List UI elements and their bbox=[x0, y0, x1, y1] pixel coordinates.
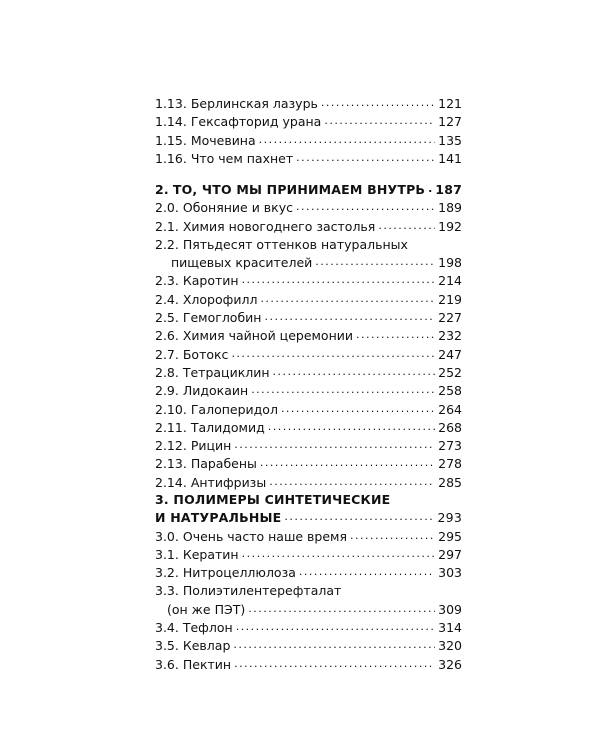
entry-page: 141 bbox=[438, 150, 462, 166]
toc-entry bbox=[155, 218, 462, 236]
leader-dots bbox=[264, 312, 435, 322]
leader-dots bbox=[242, 549, 436, 559]
entry-title: Химия новогоднего застолья bbox=[182, 218, 376, 234]
leader-dots bbox=[324, 116, 435, 126]
toc-entry bbox=[155, 291, 462, 309]
entry-number: 3.5. bbox=[155, 638, 179, 654]
entry-title: Антифризы bbox=[190, 474, 267, 490]
entry-number: 2.3. bbox=[155, 273, 179, 289]
leader-dots bbox=[315, 257, 435, 267]
chapter-title-line-1: ПОЛИМЕРЫ СИНТЕТИЧЕСКИЕ bbox=[173, 492, 391, 507]
entry-number: 1.16. bbox=[155, 150, 187, 166]
entry-page: 198 bbox=[438, 255, 462, 271]
toc-entry bbox=[155, 327, 462, 345]
entry-page: 252 bbox=[438, 364, 462, 380]
chapter-heading bbox=[155, 181, 462, 199]
entry-title: Обоняние и вкус bbox=[182, 200, 293, 216]
toc-entry bbox=[155, 546, 462, 564]
entry-number: 2.8. bbox=[155, 364, 179, 380]
leader-dots bbox=[269, 477, 435, 487]
entry-number: 2.4. bbox=[155, 291, 179, 307]
leader-dots bbox=[260, 294, 435, 304]
toc-entry bbox=[155, 132, 462, 150]
entry-page: 227 bbox=[438, 310, 462, 326]
entry-title: Кератин bbox=[182, 546, 239, 562]
entry-page: 247 bbox=[438, 346, 462, 362]
entry-title: Гемоглобин bbox=[182, 310, 262, 326]
leader-dots bbox=[350, 531, 435, 541]
entry-number: 1.15. bbox=[155, 132, 187, 148]
entry-title-line-2: пищевых красителей bbox=[171, 255, 313, 271]
entry-page: 297 bbox=[438, 546, 462, 562]
entry-page: 127 bbox=[438, 114, 462, 130]
entry-title: Кевлар bbox=[182, 638, 231, 654]
entry-title: Лидокаин bbox=[182, 383, 249, 399]
leader-dots bbox=[260, 458, 435, 468]
toc-entry bbox=[155, 656, 462, 674]
entry-number: 2.6. bbox=[155, 328, 179, 344]
entry-page: 326 bbox=[438, 656, 462, 672]
toc-entry bbox=[155, 199, 462, 217]
entry-title: Хлорофилл bbox=[182, 291, 258, 307]
entry-number: 3.4. bbox=[155, 620, 179, 636]
chapter-line-2 bbox=[155, 509, 462, 527]
toc-entry bbox=[155, 272, 462, 290]
entry-number: 2.7. bbox=[155, 346, 179, 362]
entry-title-line-1: Полиэтилентерефталат bbox=[182, 583, 342, 599]
leader-dots bbox=[296, 202, 435, 212]
entry-title: Талидомид bbox=[190, 419, 265, 435]
entry-page: 192 bbox=[438, 218, 462, 234]
leader-dots bbox=[296, 153, 435, 163]
toc-entry bbox=[155, 382, 462, 400]
entry-title: Гексафторид урана bbox=[190, 114, 322, 130]
entry-number: 3.2. bbox=[155, 565, 179, 581]
entry-title: Мочевина bbox=[190, 132, 256, 148]
toc-block-1 bbox=[155, 95, 462, 168]
entry-title: Берлинская лазурь bbox=[190, 96, 318, 111]
entry-number: 2.2. bbox=[155, 236, 179, 252]
leader-dots bbox=[378, 221, 435, 231]
entry-title: Галоперидол bbox=[190, 401, 278, 417]
entry-title: Каротин bbox=[182, 273, 239, 289]
entry-number: 2.12. bbox=[155, 438, 187, 454]
entry-line-2 bbox=[155, 254, 462, 272]
toc-entry bbox=[155, 474, 462, 492]
entry-line-2 bbox=[155, 601, 462, 619]
chapter-line-1 bbox=[155, 491, 462, 509]
toc-entry bbox=[155, 637, 462, 655]
entry-page: 219 bbox=[438, 291, 462, 307]
entry-number: 3.3. bbox=[155, 583, 179, 599]
toc-entry bbox=[155, 150, 462, 168]
leader-dots bbox=[234, 440, 435, 450]
leader-dots bbox=[281, 404, 435, 414]
entry-line-1 bbox=[155, 236, 462, 254]
chapter-title-line-2: И НАТУРАЛЬНЫЕ bbox=[155, 510, 282, 526]
entry-number: 2.13. bbox=[155, 456, 187, 472]
leader-dots bbox=[284, 512, 434, 522]
toc-entry bbox=[155, 437, 462, 455]
entry-number: 2.0. bbox=[155, 200, 179, 216]
entry-page: 268 bbox=[438, 419, 462, 435]
entry-page: 189 bbox=[438, 200, 462, 216]
leader-dots bbox=[268, 422, 435, 432]
entry-number: 1.14. bbox=[155, 114, 187, 130]
entry-title: Тефлон bbox=[182, 620, 233, 636]
entry-number: 2.9. bbox=[155, 383, 179, 399]
chapter-number: 2. bbox=[155, 182, 169, 197]
chapter-title: ТО, ЧТО МЫ ПРИНИМАЕМ ВНУТРЬ bbox=[172, 182, 426, 197]
entry-number: 1.13. bbox=[155, 96, 187, 111]
toc-entry bbox=[155, 401, 462, 419]
entry-title-line-2: (он же ПЭТ) bbox=[167, 601, 246, 617]
entry-number: 3.0. bbox=[155, 528, 179, 544]
entry-page: 320 bbox=[438, 638, 462, 654]
toc-entry bbox=[155, 309, 462, 327]
leader-dots bbox=[273, 367, 436, 377]
entry-title-line-1: Пятьдесят оттенков натуральных bbox=[182, 236, 408, 252]
leader-dots bbox=[259, 135, 435, 145]
entry-number: 3.6. bbox=[155, 656, 179, 672]
entry-title: Нитроцеллюлоза bbox=[182, 565, 296, 581]
entry-title: Рицин bbox=[190, 438, 232, 454]
leader-dots bbox=[248, 604, 435, 614]
entry-number: 2.14. bbox=[155, 474, 187, 490]
leader-dots bbox=[233, 640, 435, 650]
chapter-number: 3. bbox=[155, 492, 169, 507]
entry-number: 2.11. bbox=[155, 419, 187, 435]
entry-number: 2.5. bbox=[155, 310, 179, 326]
leader-dots bbox=[356, 330, 435, 340]
entry-page: 303 bbox=[438, 565, 462, 581]
leader-dots bbox=[299, 567, 435, 577]
entry-page: 258 bbox=[438, 383, 462, 399]
toc-chapter-3 bbox=[155, 491, 462, 674]
toc-entry bbox=[155, 528, 462, 546]
leader-dots bbox=[251, 385, 435, 395]
entry-page: 314 bbox=[438, 620, 462, 636]
leader-dots bbox=[321, 98, 435, 108]
entry-page: 232 bbox=[438, 328, 462, 344]
entry-page: 273 bbox=[438, 438, 462, 454]
chapter-page: 293 bbox=[437, 510, 462, 526]
leader-dots bbox=[234, 659, 435, 669]
leader-dots bbox=[242, 275, 436, 285]
entry-title: Химия чайной церемонии bbox=[182, 328, 354, 344]
toc-chapter-2 bbox=[155, 181, 462, 492]
toc-entry bbox=[155, 619, 462, 637]
toc-entry bbox=[155, 455, 462, 473]
leader-dots bbox=[231, 349, 435, 359]
entry-title: Очень часто наше время bbox=[182, 528, 347, 544]
toc-entry-multiline bbox=[155, 582, 462, 619]
entry-line-1 bbox=[155, 582, 462, 600]
entry-number: 3.1. bbox=[155, 546, 179, 562]
toc-entry bbox=[155, 113, 462, 131]
toc-entry bbox=[155, 364, 462, 382]
entry-page: 264 bbox=[438, 401, 462, 417]
toc-entry bbox=[155, 95, 462, 113]
entry-page: 278 bbox=[438, 456, 462, 472]
entry-page: 309 bbox=[438, 601, 462, 617]
entry-page: 295 bbox=[438, 528, 462, 544]
entry-page: 214 bbox=[438, 273, 462, 289]
toc-entry bbox=[155, 419, 462, 437]
entry-number: 2.1. bbox=[155, 218, 179, 234]
entry-title: Что чем пахнет bbox=[190, 150, 294, 166]
chapter-page: 187 bbox=[435, 182, 462, 197]
entry-title: Тетрациклин bbox=[182, 364, 270, 380]
entry-page: 121 bbox=[438, 96, 462, 111]
chapter-heading bbox=[155, 491, 462, 528]
entry-page: 135 bbox=[438, 132, 462, 148]
leader-dots bbox=[236, 622, 435, 632]
entry-title: Парабены bbox=[190, 456, 257, 472]
entry-title: Пектин bbox=[182, 656, 232, 672]
toc-entry-multiline bbox=[155, 236, 462, 273]
entry-title: Ботокс bbox=[182, 346, 229, 362]
entry-number: 2.10. bbox=[155, 401, 187, 417]
toc-entry bbox=[155, 346, 462, 364]
entry-page: 285 bbox=[438, 474, 462, 490]
toc-entry bbox=[155, 564, 462, 582]
leader-dots bbox=[428, 184, 432, 194]
